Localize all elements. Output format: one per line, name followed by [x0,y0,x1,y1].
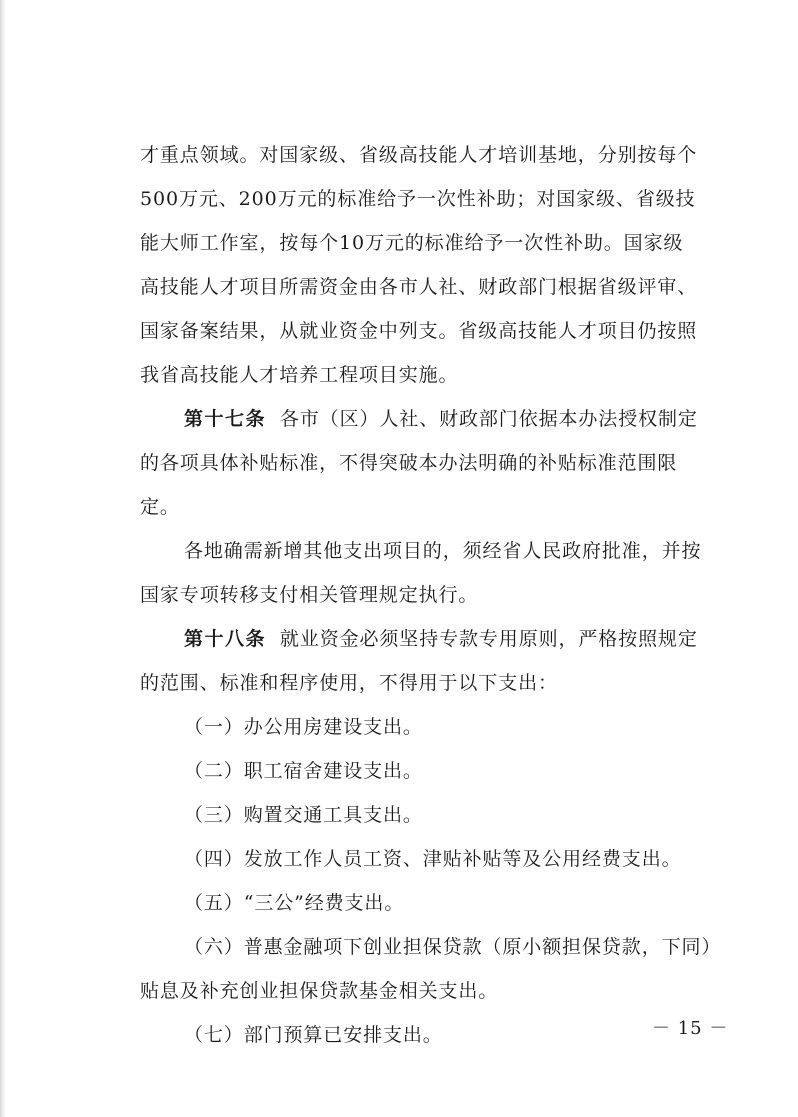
paragraph-line: 能大师工作室，按每个10万元的标准给予一次性补助。国家级 [140,232,684,254]
paragraph-line: 的各项具体补贴标准，不得突破本办法明确的补贴标准范围限 [140,452,678,474]
list-item: （七）部门预算已安排支出。 [184,1024,443,1046]
scan-page-edge [0,0,6,1117]
paragraph-line: 我省高技能人才培养工程项目实施。 [140,364,459,386]
article-18-heading: 第十八条 [184,628,267,650]
page-number: － 15 － [652,1018,729,1039]
paragraph-line: 定。 [140,496,180,518]
article-17-heading: 第十七条 [184,408,267,430]
paragraph-line: 高技能人才项目所需资金由各市人社、财政部门根据省级评审、 [140,276,698,298]
article-17-line [184,404,698,434]
list-item: （四）发放工作人员工资、津贴补贴等及公用经费支出。 [184,848,682,870]
list-item: （五）“三公”经费支出。 [184,892,405,914]
list-item: （三）购置交通工具支出。 [184,804,423,826]
paragraph-line: 才重点领域。对国家级、省级高技能人才培训基地，分别按每个 [140,144,698,166]
paragraph-line: 国家专项转移支付相关管理规定执行。 [140,584,479,606]
list-item: （六）普惠金融项下创业担保贷款（原小额担保贷款，下同） [184,936,722,958]
list-item: （一）办公用房建设支出。 [184,716,423,738]
paragraph-line: 国家备案结果，从就业资金中列支。省级高技能人才项目仍按照 [140,320,698,342]
article-17-text: 各市（区）人社、财政部门依据本办法授权制定 [279,408,698,430]
list-item-continuation: 贴息及补充创业担保贷款基金相关支出。 [140,980,499,1002]
paragraph-line: 500万元、200万元的标准给予一次性补助；对国家级、省级技 [140,188,696,210]
article-18-text: 就业资金必须坚持专款专用原则，严格按照规定 [279,628,698,650]
paragraph-line: 的范围、标准和程序使用，不得用于以下支出： [140,672,558,694]
article-18-line [184,624,698,654]
list-item: （二）职工宿舍建设支出。 [184,760,423,782]
paragraph-line: 各地确需新增其他支出项目的，须经省人民政府批准，并按 [184,540,702,562]
